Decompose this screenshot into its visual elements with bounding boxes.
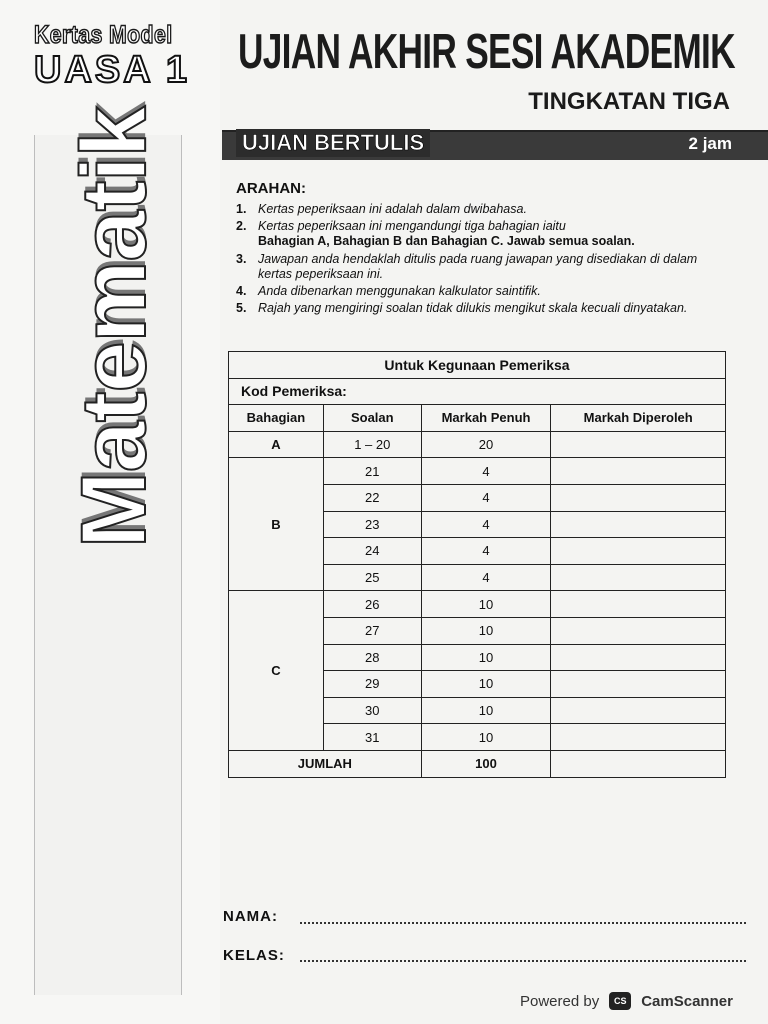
question-cell: 25 <box>323 564 421 591</box>
section-a: A <box>229 431 324 458</box>
full-marks-cell: 4 <box>421 484 551 511</box>
obtained-marks-cell[interactable] <box>551 564 726 591</box>
instruction-number: 1. <box>236 202 247 216</box>
full-marks-cell: 10 <box>421 671 551 698</box>
full-marks-cell: 10 <box>421 591 551 618</box>
examiner-code-label: Kod Pemeriksa: <box>229 378 726 405</box>
full-marks-cell: 4 <box>421 564 551 591</box>
header-markah-penuh: Markah Penuh <box>421 405 551 432</box>
question-cell: 21 <box>323 458 421 485</box>
full-marks-cell: 10 <box>421 697 551 724</box>
camscanner-logo-icon: CS <box>609 992 631 1010</box>
instruction-text: Kertas peperiksaan ini adalah dalam dwibahasa. <box>258 202 527 216</box>
section-b: B <box>229 458 324 591</box>
full-marks-cell: 10 <box>421 617 551 644</box>
obtained-marks-cell[interactable] <box>551 724 726 751</box>
header-soalan: Soalan <box>323 405 421 432</box>
table-row <box>229 431 726 458</box>
table-row <box>229 458 726 485</box>
table-title: Untuk Kegunaan Pemeriksa <box>229 352 726 379</box>
class-label: KELAS: <box>223 947 285 964</box>
total-obtained-cell[interactable] <box>551 750 726 777</box>
question-cell: 30 <box>323 697 421 724</box>
table-row <box>229 591 726 618</box>
class-field[interactable] <box>300 960 746 962</box>
powered-by-text: Powered by <box>520 992 600 1010</box>
total-label: JUMLAH <box>229 750 422 777</box>
header-markah-diperoleh: Markah Diperoleh <box>551 405 726 432</box>
question-cell: 31 <box>323 724 421 751</box>
header-bahagian: Bahagian <box>229 405 324 432</box>
instruction-text: Jawapan anda hendaklah ditulis pada ruang jawapan yang disediakan di dalam kertas peperiksaan ini. <box>258 251 698 281</box>
paper-label: UJIAN BERTULIS <box>236 129 430 157</box>
full-marks-cell: 10 <box>421 644 551 671</box>
instruction-text: Kertas peperiksaan ini mengandungi tiga bahagian iaitu <box>258 219 566 234</box>
obtained-marks-cell[interactable] <box>551 644 726 671</box>
instruction-text: Anda dibenarkan menggunakan kalkulator saintifik. <box>258 284 541 299</box>
full-marks-cell: 20 <box>421 431 551 458</box>
badge-line2: UASA 1 <box>34 49 190 91</box>
instruction-text: Rajah yang mengiringi soalan tidak dilukis mengikut skala kecuali dinyatakan. <box>258 301 688 316</box>
question-cell: 24 <box>323 538 421 565</box>
question-cell: 22 <box>323 484 421 511</box>
obtained-marks-cell[interactable] <box>551 617 726 644</box>
instruction-item <box>236 202 706 217</box>
instruction-text-wrap <box>258 219 635 249</box>
duration-label: 2 jam <box>688 134 732 153</box>
exam-subtitle: TINGKATAN TIGA <box>528 88 730 115</box>
obtained-marks-cell[interactable] <box>551 431 726 458</box>
question-cell: 28 <box>323 644 421 671</box>
name-field[interactable] <box>300 922 746 924</box>
obtained-marks-cell[interactable] <box>551 671 726 698</box>
section-c: C <box>229 591 324 751</box>
instruction-item <box>236 219 706 249</box>
instruction-item <box>236 284 706 299</box>
badge-line1: Kertas Model <box>34 21 173 49</box>
obtained-marks-cell[interactable] <box>551 484 726 511</box>
scanner-watermark <box>520 992 733 1010</box>
question-cell: 29 <box>323 671 421 698</box>
name-label: NAMA: <box>223 908 278 925</box>
instructions-list <box>236 202 706 318</box>
full-marks-cell: 4 <box>421 538 551 565</box>
subject-title: Matematik <box>63 107 165 548</box>
instructions-heading: ARAHAN: <box>236 180 306 197</box>
full-marks-cell: 10 <box>421 724 551 751</box>
instruction-number: 5. <box>236 301 247 316</box>
question-cell: 27 <box>323 617 421 644</box>
instruction-item <box>236 301 706 316</box>
question-cell: 1 – 20 <box>323 431 421 458</box>
instruction-bold: Bahagian A, Bahagian B dan Bahagian C. Jawab semua soalan. <box>258 234 635 249</box>
full-marks-cell: 4 <box>421 458 551 485</box>
obtained-marks-cell[interactable] <box>551 697 726 724</box>
obtained-marks-cell[interactable] <box>551 511 726 538</box>
question-cell: 26 <box>323 591 421 618</box>
obtained-marks-cell[interactable] <box>551 591 726 618</box>
exam-title: UJIAN AKHIR SESI AKADEMIK <box>238 25 735 79</box>
obtained-marks-cell[interactable] <box>551 538 726 565</box>
question-cell: 23 <box>323 511 421 538</box>
full-marks-cell: 4 <box>421 511 551 538</box>
instruction-number: 2. <box>236 219 247 234</box>
instruction-number: 3. <box>236 251 247 266</box>
camscanner-brand: CamScanner <box>641 992 733 1010</box>
total-value: 100 <box>421 750 551 777</box>
instruction-item <box>236 252 706 282</box>
obtained-marks-cell[interactable] <box>551 458 726 485</box>
marks-table <box>228 351 726 778</box>
instruction-number: 4. <box>236 284 247 299</box>
total-row <box>229 750 726 777</box>
